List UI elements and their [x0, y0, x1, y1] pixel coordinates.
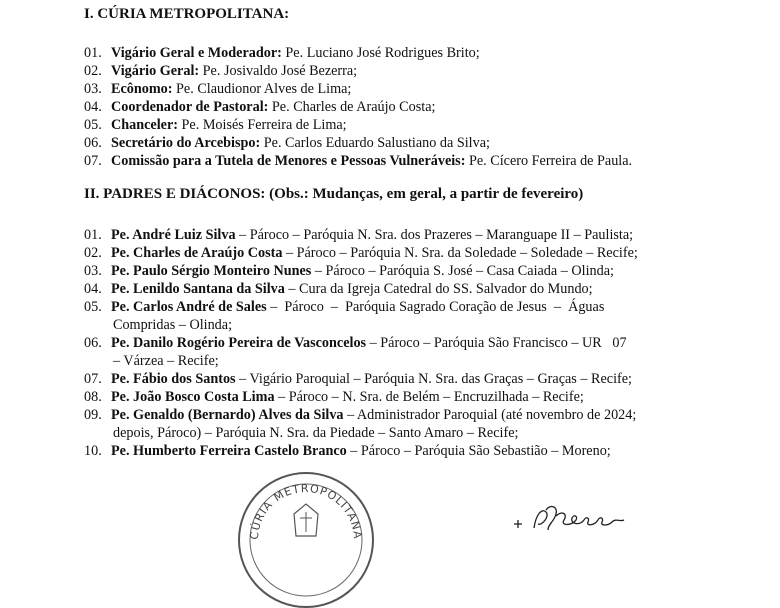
clergy-item: 07. Pe. Fábio dos Santos – Vigário Paroquial – Paróquia N. Sra. das Graças – Graças – Recife; [84, 371, 632, 387]
curia-item: 01. Vigário Geral e Moderador: Pe. Luciano José Rodrigues Brito; [84, 45, 480, 61]
clergy-item-continuation: depois, Pároco) – Paróquia N. Sra. da Piedade – Santo Amaro – Recife; [113, 425, 519, 441]
signature-icon [512, 500, 632, 536]
curia-item: 04. Coordenador de Pastoral: Pe. Charles de Araújo Costa; [84, 99, 436, 115]
clergy-item: 02. Pe. Charles de Araújo Costa – Pároco – Paróquia N. Sra. da Soledade – Soledade – Recife; [84, 245, 638, 261]
curia-item: 05. Chanceler: Pe. Moisés Ferreira de Lima; [84, 117, 347, 133]
signature [512, 500, 632, 541]
curia-item: 07. Comissão para a Tutela de Menores e Pessoas Vulneráveis: Pe. Cícero Ferreira de Paula. [84, 153, 633, 169]
clergy-item-continuation: Compridas – Olinda; [113, 317, 233, 333]
clergy-item: 08. Pe. João Bosco Costa Lima – Pároco – N. Sra. de Belém – Encruzilhada – Recife; [84, 389, 584, 405]
clergy-item: 01. Pe. André Luiz Silva – Pároco – Paróquia N. Sra. dos Prazeres – Maranguape II – Paulista; [84, 227, 634, 243]
curia-seal-stamp [238, 472, 374, 608]
clergy-item: 03. Pe. Paulo Sérgio Monteiro Nunes – Pároco – Paróquia S. José – Casa Caiada – Olinda; [84, 263, 614, 279]
clergy-item-continuation: – Várzea – Recife; [113, 353, 219, 369]
curia-item: 06. Secretário do Arcebispo: Pe. Carlos Eduardo Salustiano da Silva; [84, 135, 490, 151]
svg-text:CÚRIA METROPOLITANA: CÚRIA METROPOLITANA [247, 481, 365, 541]
section-2-title: II. PADRES E DIÁCONOS: (Obs.: Mudanças, em geral, a partir de fevereiro) [84, 186, 584, 202]
clergy-item: 06. Pe. Danilo Rogério Pereira de Vasconcelos – Pároco – Paróquia São Francisco – UR 07 [84, 335, 627, 351]
section-1-title: I. CÚRIA METROPOLITANA: [84, 6, 290, 22]
clergy-item: 09. Pe. Genaldo (Bernardo) Alves da Silva – Administrador Paroquial (até novembro de 2024; [84, 407, 637, 423]
clergy-item: 04. Pe. Lenildo Santana da Silva – Cura da Igreja Catedral do SS. Salvador do Mundo; [84, 281, 593, 297]
curia-item: 03. Ecônomo: Pe. Claudionor Alves de Lima; [84, 81, 352, 97]
clergy-item: 05. Pe. Carlos André de Sales – Pároco – Paróquia Sagrado Coração de Jesus – Águas [84, 299, 605, 315]
seal-icon [240, 474, 372, 606]
clergy-item: 10. Pe. Humberto Ferreira Castelo Branco – Pároco – Paróquia São Sebastião – Moreno; [84, 443, 611, 459]
curia-item: 02. Vigário Geral: Pe. Josivaldo José Bezerra; [84, 63, 358, 79]
